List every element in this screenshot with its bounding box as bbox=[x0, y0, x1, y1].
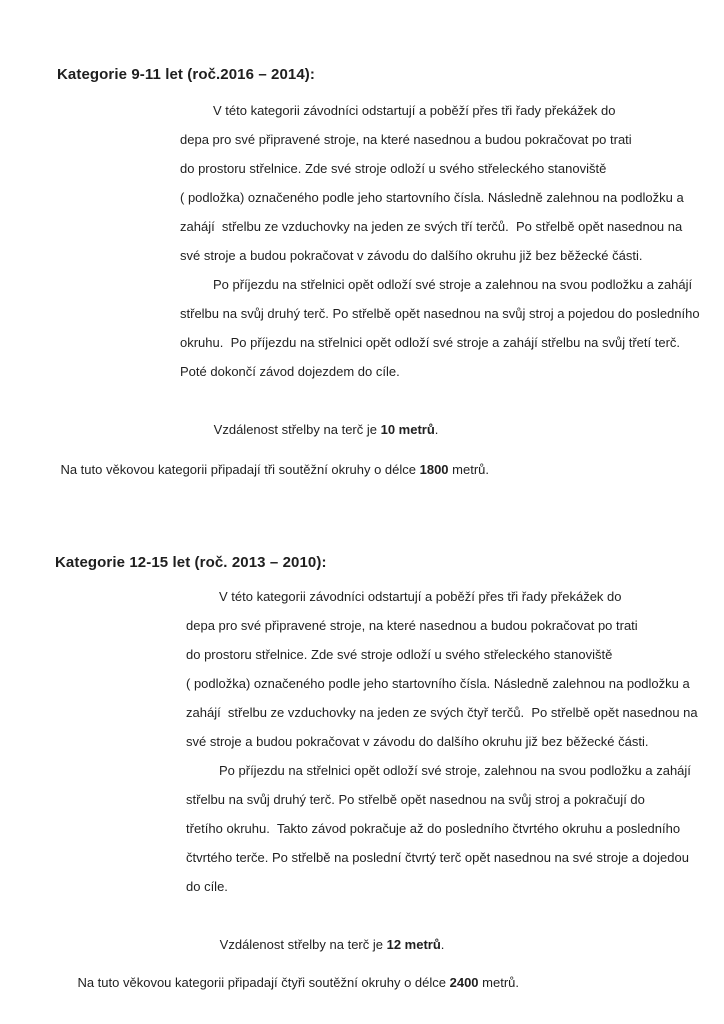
paragraph bbox=[186, 582, 724, 756]
paragraph-line: ( podložka) označeného podle jeho startovního čísla. Následně zalehnou na podložku a bbox=[180, 190, 684, 205]
section-heading-kategorie-12-15: Kategorie 12-15 let (roč. 2013 – 2010): bbox=[55, 554, 327, 571]
distance-text: Vzdálenost střelby na terč je bbox=[219, 937, 387, 952]
paragraph-line: střelbu na svůj druhý terč. Po střelbě opět nasednou na svůj stroj a pokračují do bbox=[186, 792, 645, 807]
lap-summary-line bbox=[63, 953, 724, 1013]
paragraph-line: Po příjezdu na střelnici opět odloží své stroje, zalehnou na svou podložku a zahájí bbox=[219, 763, 691, 778]
summary-text: Na tuto věkovou kategorii připadají tři soutěžní okruhy o délce bbox=[60, 462, 420, 477]
paragraph-line: ( podložka) označeného podle jeho startovního čísla. Následně zalehnou na podložku a bbox=[186, 676, 690, 691]
section-heading-kategorie-9-11: Kategorie 9-11 let (roč.2016 – 2014): bbox=[57, 66, 315, 83]
paragraph-line: Poté dokončí závod dojezdem do cíle. bbox=[180, 364, 400, 379]
lap-summary-line bbox=[46, 440, 724, 500]
summary-text: Na tuto věkovou kategorii připadají čtyři soutěžní okruhy o délce bbox=[77, 975, 450, 990]
shooting-distance-line bbox=[186, 901, 724, 952]
paragraph-line: zahájí střelbu ze vzduchovky na jeden ze svých čtyř terčů. Po střelbě opět nasednou na bbox=[186, 705, 698, 720]
summary-suffix: metrů. bbox=[478, 975, 519, 990]
lap-length-value: 2400 bbox=[449, 975, 479, 990]
paragraph-line: střelbu na svůj druhý terč. Po střelbě opět nasednou na svůj stroj a pojedou do posledního bbox=[180, 306, 700, 321]
paragraph-line: čtvrtého terče. Po střelbě na poslední čtvrtý terč opět nasednou na své stroje a dojedou bbox=[186, 850, 689, 865]
distance-value: 12 metrů bbox=[386, 937, 441, 952]
lap-length-value: 1800 bbox=[419, 462, 449, 477]
distance-text: Vzdálenost střelby na terč je bbox=[213, 422, 381, 437]
paragraph-line: své stroje a budou pokračovat v závodu do dalšího okruhu již bez běžecké části. bbox=[180, 248, 643, 263]
paragraph-line: své stroje a budou pokračovat v závodu do dalšího okruhu již bez běžecké části. bbox=[186, 734, 649, 749]
paragraph-line: depa pro své připravené stroje, na které nasednou a budou pokračovat po trati bbox=[180, 132, 632, 147]
paragraph bbox=[180, 96, 724, 270]
paragraph-line: do cíle. bbox=[186, 879, 228, 894]
section-body-12-15 bbox=[186, 582, 724, 952]
paragraph-line: okruhu. Po příjezdu na střelnici opět odloží své stroje a zahájí střelbu na svůj třetí terč. bbox=[180, 335, 681, 350]
paragraph-line: depa pro své připravené stroje, na které nasednou a budou pokračovat po trati bbox=[186, 618, 638, 633]
summary-suffix: metrů. bbox=[448, 462, 489, 477]
distance-period: . bbox=[440, 937, 445, 952]
paragraph-line: zahájí střelbu ze vzduchovky na jeden ze svých tří terčů. Po střelbě opět nasednou na bbox=[180, 219, 683, 234]
paragraph-line: V této kategorii závodníci odstartují a poběží přes tři řady překážek do bbox=[219, 589, 622, 604]
paragraph bbox=[186, 756, 724, 901]
paragraph-line: V této kategorii závodníci odstartují a poběží přes tři řady překážek do bbox=[213, 103, 616, 118]
paragraph-line: třetího okruhu. Takto závod pokračuje až do posledního čtvrtého okruhu a posledního bbox=[186, 821, 681, 836]
paragraph bbox=[180, 270, 724, 386]
section-body-9-11 bbox=[180, 96, 724, 437]
distance-period: . bbox=[434, 422, 439, 437]
paragraph-line: do prostoru střelnice. Zde své stroje odloží u svého střeleckého stanoviště bbox=[186, 647, 613, 662]
shooting-distance-line bbox=[180, 386, 724, 437]
distance-value: 10 metrů bbox=[380, 422, 435, 437]
paragraph-line: do prostoru střelnice. Zde své stroje odloží u svého střeleckého stanoviště bbox=[180, 161, 607, 176]
paragraph-line: Po příjezdu na střelnici opět odloží své stroje a zalehnou na svou podložku a zahájí bbox=[213, 277, 693, 292]
